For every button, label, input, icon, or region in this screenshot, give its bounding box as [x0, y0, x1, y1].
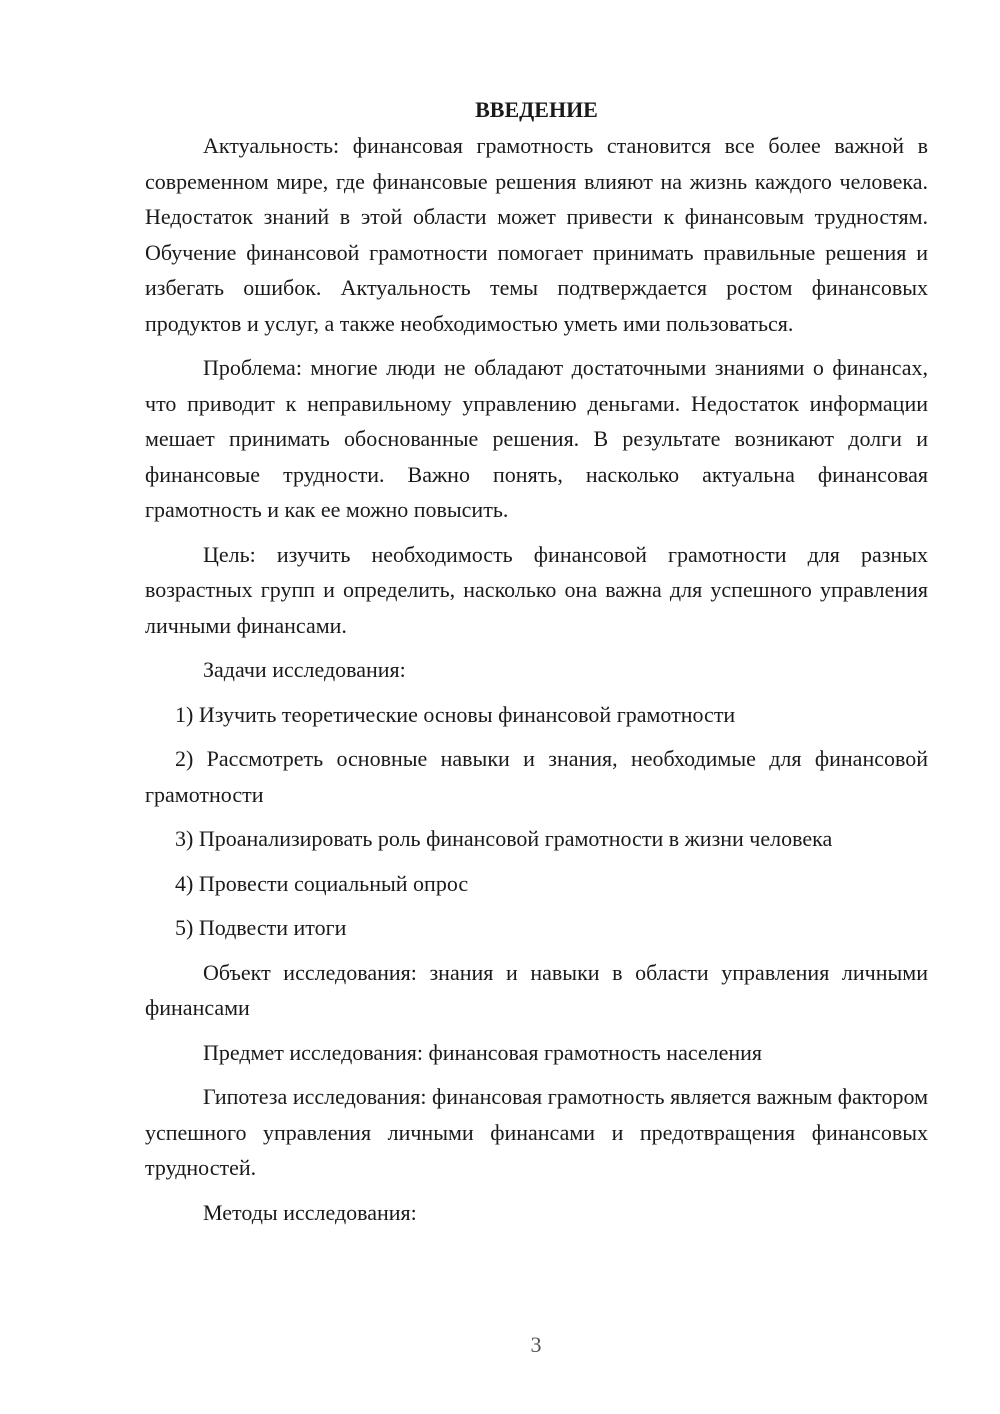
page-number: 3	[530, 1332, 542, 1357]
section-title: ВВЕДЕНИЕ	[475, 97, 598, 122]
paragraph-goal: Цель: изучить необходимость финансовой грамотности для разных возрастных групп и определить, насколько она важна для успешного управления личными финансами.	[145, 541, 928, 638]
task-item-2: 2) Рассмотреть основные навыки и знания, необходимые для финансовой грамотности	[145, 746, 928, 807]
paragraph-object: Объект исследования: знания и навыки в области управления личными финансами	[145, 959, 928, 1020]
page-content	[145, 92, 928, 1239]
paragraph-subject: Предмет исследования: финансовая грамотность населения	[203, 1039, 763, 1065]
paragraph-relevance: Актуальность: финансовая грамотность становится все более важной в современном мире, где финансовые решения влияют на жизнь каждого человека. Недостаток знаний в этой области может привести к финансовым трудностям. Обучение финансовой грамотности помогает принимать правильные решения и избегать ошибок. Актуальность темы подтверждается ростом финансовых продуктов и услуг, а также необходимостью уметь ими пользоваться.	[145, 133, 928, 336]
task-item-1: 1) Изучить теоретические основы финансовой грамотности	[175, 701, 736, 727]
task-item-4: 4) Провести социальный опрос	[175, 870, 469, 896]
methods-heading: Методы исследования:	[203, 1199, 417, 1225]
tasks-heading: Задачи исследования:	[203, 657, 406, 682]
task-item-5: 5) Подвести итоги	[175, 915, 347, 940]
paragraph-hypothesis: Гипотеза исследования: финансовая грамотность является важным фактором успешного управления личными финансами и предотвращения финансовых трудностей.	[145, 1084, 928, 1180]
paragraph-problem: Проблема: многие люди не обладают достаточными знаниями о финансах, что приводит к неправильному управлению деньгами. Недостаток информации мешает принимать обоснованные решения. В результате возникают долги и финансовые трудности. Важно понять, насколько актуальна финансовая грамотность и как ее можно повысить.	[145, 355, 928, 522]
task-item-3: 3) Проанализировать роль финансовой грамотности в жизни человека	[175, 826, 833, 851]
